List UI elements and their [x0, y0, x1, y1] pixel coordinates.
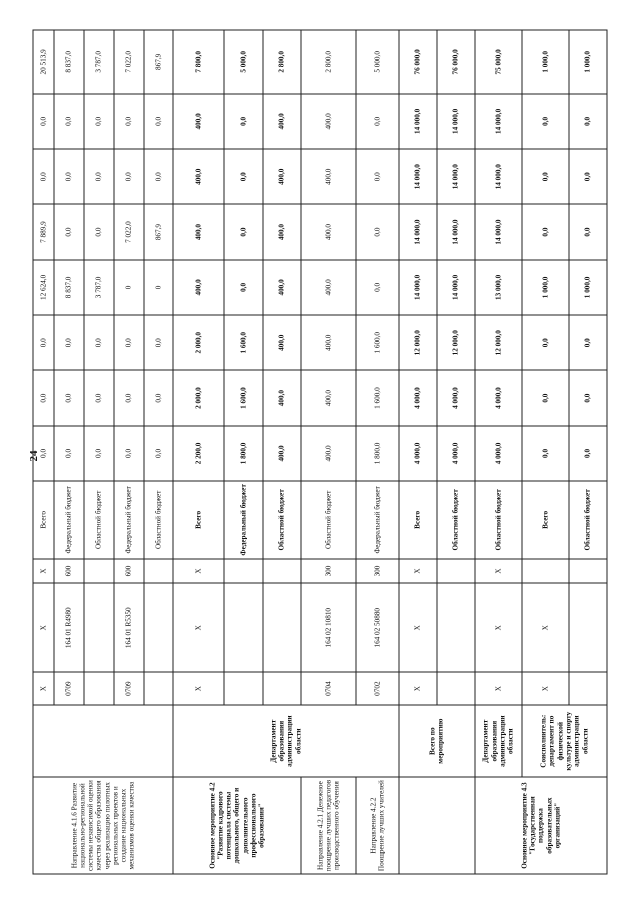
- code-target-article: X: [475, 583, 522, 672]
- funding-source: Областной бюджет: [569, 481, 607, 558]
- value-total: 20 513,9: [33, 30, 54, 94]
- page-number: 24: [28, 450, 40, 462]
- funding-source: Областной бюджет: [475, 481, 522, 558]
- value-year-1: 0,0: [33, 426, 54, 481]
- value-year-7: 0,0: [522, 94, 569, 149]
- value-year-5: 400,0: [301, 204, 356, 259]
- funding-source: Федеральный бюджет: [54, 481, 84, 558]
- value-year-1: 1 800,0: [224, 426, 262, 481]
- value-year-2: 1 600,0: [356, 370, 399, 425]
- value-year-4: 400,0: [301, 260, 356, 315]
- value-year-3: 2 000,0: [173, 315, 224, 370]
- value-year-2: 0,0: [84, 370, 114, 425]
- value-year-3: 12 000,0: [475, 315, 522, 370]
- value-year-5: 0,0: [569, 204, 607, 259]
- value-year-4: 3 787,0: [84, 260, 114, 315]
- value-year-5: 7 889,9: [33, 204, 54, 259]
- code-expense-type: [263, 559, 301, 584]
- code-target-article: 164 01 R5350: [114, 583, 144, 672]
- value-year-7: 400,0: [173, 94, 224, 149]
- value-year-2: 4 000,0: [437, 370, 475, 425]
- value-year-1: 0,0: [54, 426, 84, 481]
- responsible-executor: [33, 705, 173, 777]
- table-row: [522, 30, 569, 874]
- value-year-3: 12 000,0: [399, 315, 437, 370]
- value-year-7: 0,0: [224, 94, 262, 149]
- value-year-6: 0,0: [569, 149, 607, 204]
- code-target-article: [569, 583, 607, 672]
- table-row: [173, 30, 224, 874]
- value-year-6: 0,0: [356, 149, 399, 204]
- code-target-article: [144, 583, 174, 672]
- value-year-7: 14 000,0: [437, 94, 475, 149]
- value-year-2: 2 000,0: [173, 370, 224, 425]
- funding-source: Всего: [522, 481, 569, 558]
- value-year-5: 0,0: [54, 204, 84, 259]
- code-grbs: X: [173, 672, 224, 705]
- measure-name: Основное мероприятие 4.3 "Государственная поддержка образовательных организаций": [475, 777, 607, 874]
- value-year-1: 400,0: [263, 426, 301, 481]
- code-target-article: [263, 583, 301, 672]
- value-year-3: 400,0: [301, 315, 356, 370]
- value-year-6: 14 000,0: [399, 149, 437, 204]
- code-grbs: 0702: [356, 672, 399, 705]
- value-year-2: 400,0: [263, 370, 301, 425]
- value-year-6: 14 000,0: [475, 149, 522, 204]
- value-total: 7 800,0: [173, 30, 224, 94]
- value-year-2: 4 000,0: [399, 370, 437, 425]
- value-year-4: 12 624,0: [33, 260, 54, 315]
- code-expense-type: [224, 559, 262, 584]
- value-year-5: 400,0: [173, 204, 224, 259]
- value-year-4: 1 000,0: [522, 260, 569, 315]
- value-year-7: 0,0: [54, 94, 84, 149]
- value-year-3: 1 600,0: [356, 315, 399, 370]
- value-year-6: 14 000,0: [437, 149, 475, 204]
- code-grbs: X: [399, 672, 437, 705]
- code-grbs: [144, 672, 174, 705]
- code-expense-type: [437, 559, 475, 584]
- code-grbs: [84, 672, 114, 705]
- value-year-3: 12 000,0: [437, 315, 475, 370]
- value-year-4: 0,0: [356, 260, 399, 315]
- code-target-article: [437, 583, 475, 672]
- code-expense-type: X: [33, 559, 54, 584]
- value-year-1: 1 800,0: [356, 426, 399, 481]
- table-row: [475, 30, 522, 874]
- code-expense-type: X: [173, 559, 224, 584]
- value-total: 76 000,0: [399, 30, 437, 94]
- value-year-1: 4 000,0: [437, 426, 475, 481]
- measure-name: Направление 4.2.2 Поощрение лучших учителей: [356, 777, 399, 874]
- value-year-1: 400,0: [301, 426, 356, 481]
- code-expense-type: 600: [54, 559, 84, 584]
- code-target-article: X: [399, 583, 437, 672]
- code-target-article: X: [522, 583, 569, 672]
- value-year-7: 400,0: [263, 94, 301, 149]
- code-grbs: 0709: [54, 672, 84, 705]
- value-year-2: 0,0: [114, 370, 144, 425]
- funding-source: Федеральный бюджет: [356, 481, 399, 558]
- value-year-3: 0,0: [84, 315, 114, 370]
- value-year-5: 867,9: [144, 204, 174, 259]
- value-total: 5 000,0: [224, 30, 262, 94]
- code-grbs: X: [522, 672, 569, 705]
- value-year-1: 0,0: [144, 426, 174, 481]
- value-year-3: 0,0: [569, 315, 607, 370]
- value-year-2: 1 600,0: [224, 370, 262, 425]
- value-year-7: 400,0: [301, 94, 356, 149]
- code-grbs: 0704: [301, 672, 356, 705]
- code-target-article: X: [173, 583, 224, 672]
- value-total: 867,9: [144, 30, 174, 94]
- value-year-6: 400,0: [173, 149, 224, 204]
- code-expense-type: X: [399, 559, 437, 584]
- table-row: [399, 30, 437, 874]
- funding-source: Областной бюджет: [263, 481, 301, 558]
- value-year-3: 0,0: [54, 315, 84, 370]
- value-year-5: 0,0: [224, 204, 262, 259]
- value-year-4: 14 000,0: [399, 260, 437, 315]
- code-grbs: [263, 672, 301, 705]
- value-year-1: 0,0: [522, 426, 569, 481]
- code-expense-type: X: [475, 559, 522, 584]
- value-year-7: 14 000,0: [399, 94, 437, 149]
- value-total: 1 000,0: [522, 30, 569, 94]
- value-year-4: 400,0: [173, 260, 224, 315]
- value-year-5: 14 000,0: [399, 204, 437, 259]
- value-year-1: 2 200,0: [173, 426, 224, 481]
- value-year-3: 400,0: [263, 315, 301, 370]
- responsible-executor: Департамент образования администрации области: [173, 705, 398, 777]
- value-year-2: 0,0: [54, 370, 84, 425]
- value-year-1: 0,0: [114, 426, 144, 481]
- value-year-7: 0,0: [144, 94, 174, 149]
- responsible-executor: Департамент образования администрации области: [475, 705, 522, 777]
- funding-source: Областной бюджет: [84, 481, 114, 558]
- value-year-3: 0,0: [114, 315, 144, 370]
- value-year-1: 4 000,0: [399, 426, 437, 481]
- code-expense-type: [144, 559, 174, 584]
- value-year-4: 400,0: [263, 260, 301, 315]
- value-year-7: 0,0: [33, 94, 54, 149]
- value-year-4: 14 000,0: [437, 260, 475, 315]
- funding-source: Областной бюджет: [437, 481, 475, 558]
- code-expense-type: 600: [114, 559, 144, 584]
- value-year-1: 0,0: [84, 426, 114, 481]
- value-year-6: 400,0: [263, 149, 301, 204]
- value-year-5: 14 000,0: [475, 204, 522, 259]
- value-year-1: 0,0: [569, 426, 607, 481]
- code-grbs: [569, 672, 607, 705]
- measure-name: [399, 777, 476, 874]
- responsible-executor: Всего по мероприятию: [399, 705, 476, 777]
- value-year-6: 0,0: [114, 149, 144, 204]
- value-total: 1 000,0: [569, 30, 607, 94]
- value-year-7: 0,0: [114, 94, 144, 149]
- funding-source: Областной бюджет: [144, 481, 174, 558]
- value-year-4: 1 000,0: [569, 260, 607, 315]
- value-year-5: 0,0: [522, 204, 569, 259]
- value-year-2: 0,0: [569, 370, 607, 425]
- code-expense-type: [522, 559, 569, 584]
- value-total: 2 800,0: [301, 30, 356, 94]
- funding-source: Всего: [33, 481, 54, 558]
- value-year-3: 0,0: [33, 315, 54, 370]
- responsible-executor: Соисполнитель: департамент по физической культуре и спорту администрации области: [522, 705, 607, 777]
- value-year-7: 0,0: [84, 94, 114, 149]
- value-year-3: 0,0: [522, 315, 569, 370]
- value-year-5: 14 000,0: [437, 204, 475, 259]
- funding-source: Всего: [173, 481, 224, 558]
- code-grbs: [437, 672, 475, 705]
- value-year-6: 400,0: [301, 149, 356, 204]
- value-year-6: 0,0: [224, 149, 262, 204]
- value-year-7: 14 000,0: [475, 94, 522, 149]
- value-year-1: 4 000,0: [475, 426, 522, 481]
- code-target-article: 164 01 R4980: [54, 583, 84, 672]
- code-grbs: 0709: [114, 672, 144, 705]
- value-total: 2 800,0: [263, 30, 301, 94]
- value-total: 7 022,0: [114, 30, 144, 94]
- value-year-6: 0,0: [144, 149, 174, 204]
- value-year-7: 0,0: [569, 94, 607, 149]
- value-year-4: 0: [144, 260, 174, 315]
- code-target-article: 164 02 50880: [356, 583, 399, 672]
- measure-name: Направление 4.2.1 Денежное поощрение лучших педагогов производственного обучения: [301, 777, 356, 874]
- value-total: 8 837,0: [54, 30, 84, 94]
- value-year-2: 0,0: [522, 370, 569, 425]
- value-year-7: 0,0: [356, 94, 399, 149]
- code-grbs: [224, 672, 262, 705]
- value-year-4: 0,0: [224, 260, 262, 315]
- code-target-article: X: [33, 583, 54, 672]
- code-target-article: 164 02 10810: [301, 583, 356, 672]
- value-year-6: 0,0: [54, 149, 84, 204]
- code-expense-type: [569, 559, 607, 584]
- value-total: 5 000,0: [356, 30, 399, 94]
- value-year-6: 0,0: [84, 149, 114, 204]
- value-year-3: 0,0: [144, 315, 174, 370]
- value-total: 76 000,0: [437, 30, 475, 94]
- code-expense-type: 300: [356, 559, 399, 584]
- value-year-2: 0,0: [33, 370, 54, 425]
- funding-source: Всего: [399, 481, 437, 558]
- value-total: 3 787,0: [84, 30, 114, 94]
- value-year-2: 400,0: [301, 370, 356, 425]
- value-year-4: 13 000,0: [475, 260, 522, 315]
- code-grbs: X: [33, 672, 54, 705]
- value-year-3: 1 600,0: [224, 315, 262, 370]
- value-year-5: 7 022,0: [114, 204, 144, 259]
- code-expense-type: [84, 559, 114, 584]
- value-year-6: 0,0: [522, 149, 569, 204]
- code-grbs: X: [475, 672, 522, 705]
- value-year-6: 0,0: [33, 149, 54, 204]
- value-year-2: 0,0: [144, 370, 174, 425]
- budget-table: [33, 30, 608, 875]
- code-target-article: [84, 583, 114, 672]
- funding-source: Федеральный бюджет: [224, 481, 262, 558]
- value-year-5: 0,0: [84, 204, 114, 259]
- funding-source: Федеральный бюджет: [114, 481, 144, 558]
- measure-name: Основное мероприятие 4.2 "Развитие кадрового потенциала системы дошкольного, общего и дополнительного профессионального образования": [173, 777, 301, 874]
- code-expense-type: 300: [301, 559, 356, 584]
- value-total: 75 000,0: [475, 30, 522, 94]
- table-row: [33, 30, 54, 874]
- measure-name: Направление 4.1.6 Развитие национально-региональной системы независимой оценки качества общего образования через реализацию пилотных региональных проектов и создание национальных механизмов оценки качества: [33, 777, 173, 874]
- funding-source: Областной бюджет: [301, 481, 356, 558]
- value-year-5: 400,0: [263, 204, 301, 259]
- value-year-2: 4 000,0: [475, 370, 522, 425]
- value-year-5: 0,0: [356, 204, 399, 259]
- value-year-4: 8 837,0: [54, 260, 84, 315]
- code-target-article: [224, 583, 262, 672]
- value-year-4: 0: [114, 260, 144, 315]
